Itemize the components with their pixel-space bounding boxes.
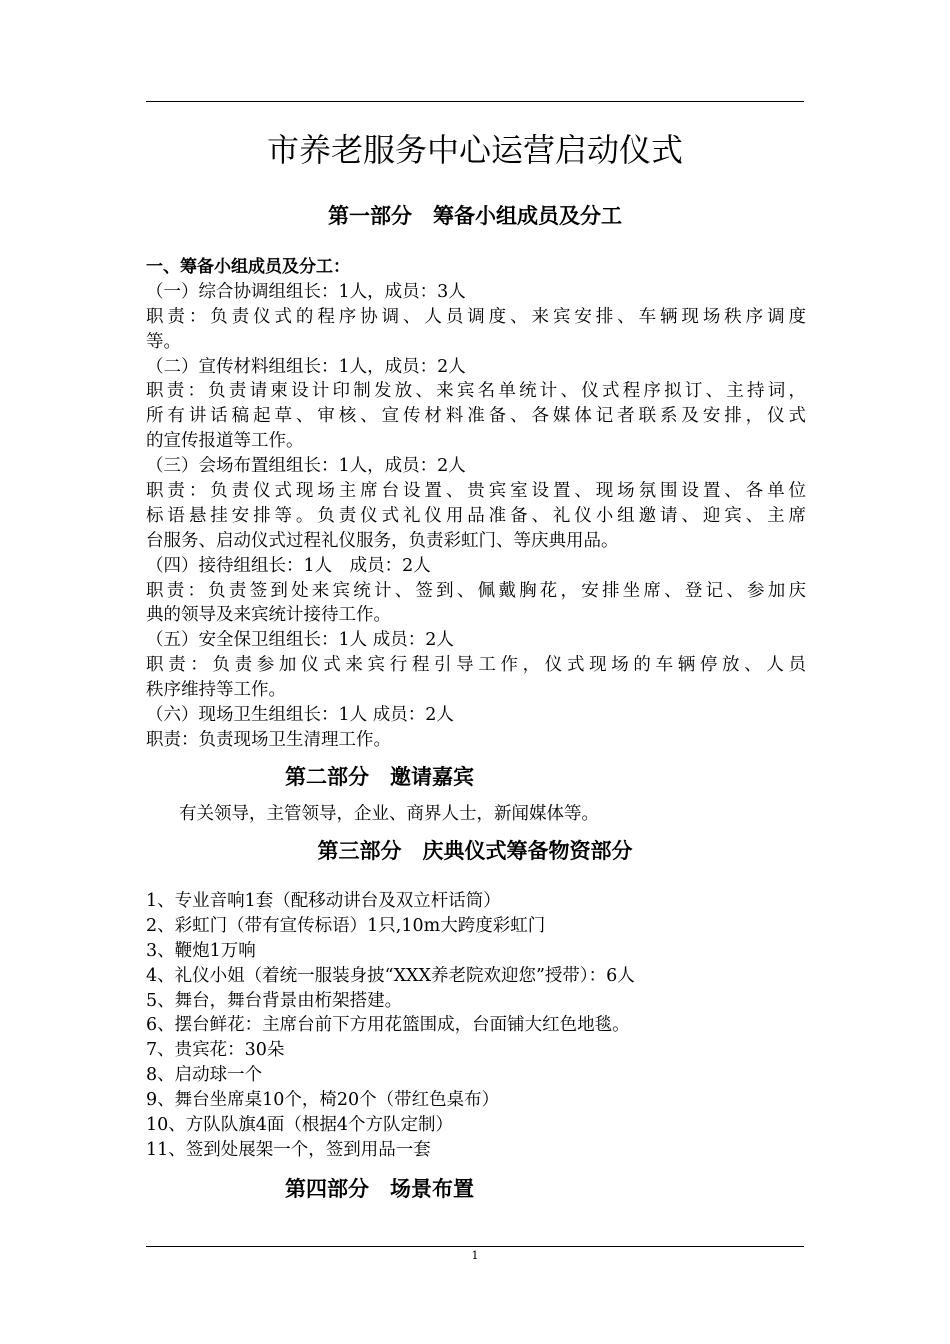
group-title: （三）会场布置组组长：1人，成员：2人 [146, 456, 466, 477]
duty-line: 秩序维持等工作。 [146, 680, 286, 701]
group-title: （二）宣传材料组组长：1人，成员：2人 [146, 356, 466, 377]
part1-body [146, 255, 806, 753]
duty-line: 职责：负责参加仪式来宾行程引导工作，仪式现场的车辆停放、人员 [146, 655, 806, 676]
supply-item: 4、礼仪小姐（着统一服装身披“XXX养老院欢迎您”授带）：6人 [146, 965, 635, 986]
supply-item: 11、签到处展架一个，签到用品一套 [146, 1139, 431, 1160]
supply-item: 10、方队队旗4面（根据4个方队定制） [146, 1115, 454, 1136]
duty-line: 台服务、启动仪式过程礼仪服务，负责彩虹门、等庆典用品。 [146, 530, 619, 551]
part4-heading: 第四部分 场景布置 [285, 1177, 474, 1201]
supply-item: 5、舞台，舞台背景由桁架搭建。 [146, 990, 403, 1011]
document-title: 市养老服务中心运营启动仪式 [266, 131, 683, 169]
duty-line: 标语悬挂安排等。负责仪式礼仪用品准备、礼仪小组邀请、迎宾、主席 [146, 505, 806, 526]
part2-heading: 第二部分 邀请嘉宾 [285, 765, 474, 789]
duty-line: 等。 [146, 331, 181, 352]
guest-list: 有关领导，主管领导，企业、商界人士，新闻媒体等。 [179, 804, 599, 824]
duty-line: 职责：负责仪式的程序协调、人员调度、来宾安排、车辆现场秩序调度 [146, 306, 806, 327]
duty-line: 典的领导及来宾统计接待工作。 [146, 605, 391, 626]
supply-item: 8、启动球一个 [146, 1065, 263, 1086]
group-title: （四）接待组组长：1人 成员：2人 [146, 555, 431, 576]
duty-line: 的宣传报道等工作。 [146, 431, 304, 452]
section-heading: 一、筹备小组成员及分工： [146, 257, 350, 277]
duty-line: 职责：负责签到处来宾统计、签到、佩戴胸花，安排坐席、登记、参加庆 [146, 580, 806, 601]
supply-item: 9、舞台坐席桌10个，椅20个（带红色桌布） [146, 1090, 500, 1111]
duty-line: 所有讲话稿起草、审核、宣传材料准备、各媒体记者联系及安排，仪式 [146, 406, 806, 427]
footer-rule [146, 1246, 804, 1247]
supply-item: 1、专业音响1套（配移动讲台及双立杆话筒） [146, 891, 501, 911]
part3-heading: 第三部分 庆典仪式筹备物资部分 [317, 839, 633, 863]
part1-heading: 第一部分 筹备小组成员及分工 [328, 204, 622, 228]
group-title: （五）安全保卫组组长：1人 成员：2人 [146, 630, 454, 651]
supply-item: 7、贵宾花：30朵 [146, 1040, 285, 1061]
part2-body [146, 802, 806, 827]
duty-line: 职责：负责请柬设计印制发放、来宾名单统计、仪式程序拟订、主持词， [146, 381, 806, 402]
supply-item: 6、摆台鲜花：主席台前下方用花篮围成，台面铺大红色地毯。 [146, 1015, 630, 1036]
duty-line: 职责：负责现场卫生清理工作。 [146, 729, 391, 750]
group-title: （六）现场卫生组组长：1人 成员：2人 [146, 705, 454, 726]
header-rule [146, 101, 804, 102]
group-title: （一）综合协调组组长：1人，成员：3人 [146, 281, 466, 302]
page-number: 1 [471, 1249, 479, 1262]
supply-item: 3、鞭炮1万响 [146, 940, 256, 961]
part3-body [146, 889, 806, 1163]
supply-item: 2、彩虹门（带有宣传标语）1只,10m大跨度彩虹门 [146, 915, 546, 936]
duty-line: 职责：负责仪式现场主席台设置、贵宾室设置、现场氛围设置、各单位 [146, 481, 806, 502]
